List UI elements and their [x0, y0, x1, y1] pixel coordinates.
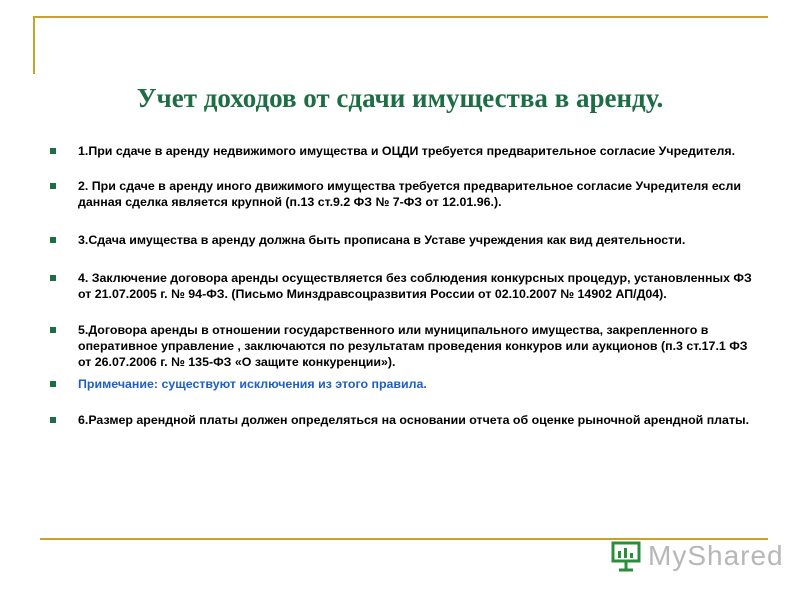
bullet-square-icon: [50, 275, 56, 281]
watermark: [610, 536, 784, 576]
bullet-square-icon: [50, 237, 56, 243]
bullet-item: [50, 270, 762, 302]
presentation-board-icon: [610, 539, 644, 573]
bullet-item: [50, 178, 762, 210]
bullet-square-icon: [50, 183, 56, 189]
bullet-text: 1.При сдаче в аренду недвижимого имущества и ОЦДИ требуется предварительное согласие Учредителя.: [78, 144, 736, 158]
bullet-item: [50, 143, 762, 159]
bullet-item: [50, 412, 762, 428]
bullet-list: [50, 143, 762, 428]
note-text: Примечание: существуют исключения из этого правила.: [78, 377, 427, 391]
watermark-text: MyShared: [648, 540, 784, 571]
bullet-square-icon: [50, 381, 56, 387]
slide-title: Учет доходов от сдачи имущества в аренду.: [136, 83, 664, 113]
bullet-text: 5.Договора аренды в отношении государственного или муниципального имущества, закрепленного в оперативное управление , заключаются по результатам проведения конкуров или аукционов (п.3 ст.17.1 ФЗ от 26.07.2006 г. № 135-ФЗ «О защите конкуренции»).: [78, 323, 748, 369]
bullet-text: 2. При сдаче в аренду иного движимого имущества требуется предварительное согласие Учредителя если данная сделка является крупной (п.13 ст.9.2 ФЗ № 7-ФЗ от 12.01.96.).: [78, 179, 741, 209]
bullet-text: 3.Сдача имущества в аренду должна быть прописана в Уставе учреждения как вид деятельности.: [78, 233, 686, 247]
bullet-text: 4. Заключение договора аренды осуществляется без соблюдения конкурсных процедур, установленных ФЗ от 21.07.2005 г. № 94-ФЗ. (Письмо Минздравсоцразвития России от 02.10.2007 № 14902 АП/Д04).: [78, 271, 752, 301]
bullet-item: [50, 232, 762, 248]
bullet-square-icon: [50, 148, 56, 154]
bullet-text: 6.Размер арендной платы должен определяться на основании отчета об оценке рыночной арендной платы.: [78, 413, 750, 427]
bullet-square-icon: [50, 327, 56, 333]
bullet-square-icon: [50, 417, 56, 423]
frame-left-line: [33, 16, 35, 74]
bullet-item-note: [50, 376, 762, 392]
frame-top-line: [33, 16, 768, 18]
bullet-item: [50, 322, 762, 370]
